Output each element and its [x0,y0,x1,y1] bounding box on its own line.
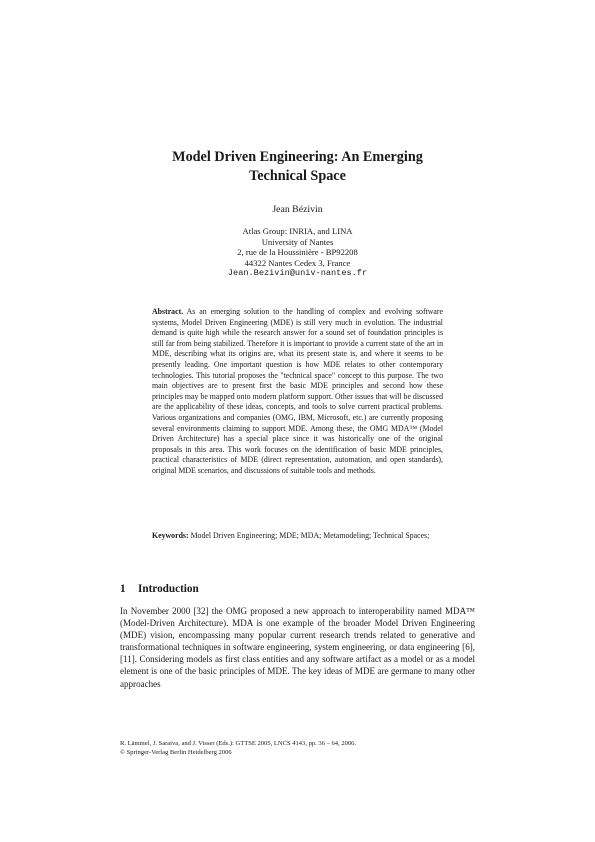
introduction-paragraph: In November 2000 [32] the OMG proposed a new approach to interoperability named MDA™ (Model-Driven Architecture). MDA is one example of the broader Model Driven Engineering (MDE) vision, encompassing many popular current research trends related to generative and transformational techniques in software engineering, system engineering, or data engineering [6], [11]. Considering models as first class entities and any software artifact as a model or as a model element is one of the basic principles of MDE. The key ideas of MDE are germane to many other approaches [120,606,475,689]
footer-copyright: © Springer-Verlag Berlin Heidelberg 2006 [120,749,232,756]
affiliation-line: University of Nantes [261,236,334,247]
abstract-label: Abstract. [152,307,184,316]
author-name: Jean Bézivin [272,204,323,215]
abstract [152,307,443,477]
title-line-2: Technical Space [249,168,346,184]
affiliation-line: Atlas Group: INRIA, and LINA [242,226,353,236]
keywords-text: Model Driven Engineering; MDE; MDA; Metamodeling; Technical Spaces; [190,531,430,540]
abstract-text: As an emerging solution to the handling of complex and evolving software systems, Model Driven Engineering (MDE) is still very much in evolution. The industrial demand is quite high while the research answer for a sound set of foundation principles is still far from being stabilized. Therefore it is important to provide a current state of the art in MDE, describing what its origins are, what its present state is, and where it seems to be presently leading. One important question is how MDE relates to other contemporary technologies. This tutorial proposes the "technical space" concept to this purpose. The two main objectives are to present first the basic MDE principles and second how these principles may be mapped onto modern platform support. Other issues that will be discussed are the applicability of these ideas, concepts, and tools to solve current practical problems. Various organizations and companies (OMG, IBM, Microsoft, etc.) are currently proposing several environments claiming to support MDE. Among these, the OMG MDA™ (Model Driven Architecture) has a special place since it was historically one of the original proposals in this area. This work focuses on the identification of basic MDE principles, practical characteristics of MDE (direct representation, automation, and open standards), original MDE scenarios, and discussions of suitable tools and methods. [152,307,443,475]
affiliation-line: 2, rue de la Houssinière - BP92208 [237,247,358,258]
section-number: 1 [120,583,126,595]
paper-title [120,148,475,186]
section-title: Introduction [138,583,199,595]
affiliation-block [0,226,595,279]
section-heading [120,582,199,596]
page-footer [120,739,480,757]
author-email: Jean.Bezivin@univ-nantes.fr [227,268,368,279]
keywords [152,531,443,542]
footer-citation: R. Lämmel, J. Saraiva, and J. Visser (Eds.): GTTSE 2005, LNCS 4143, pp. 36 – 64, 2006. [120,740,357,747]
keywords-label: Keywords: [152,531,189,540]
affiliation-line: 44322 Nantes Cedex 3, France [244,257,351,268]
title-line-1: Model Driven Engineering: An Emerging [172,149,423,165]
